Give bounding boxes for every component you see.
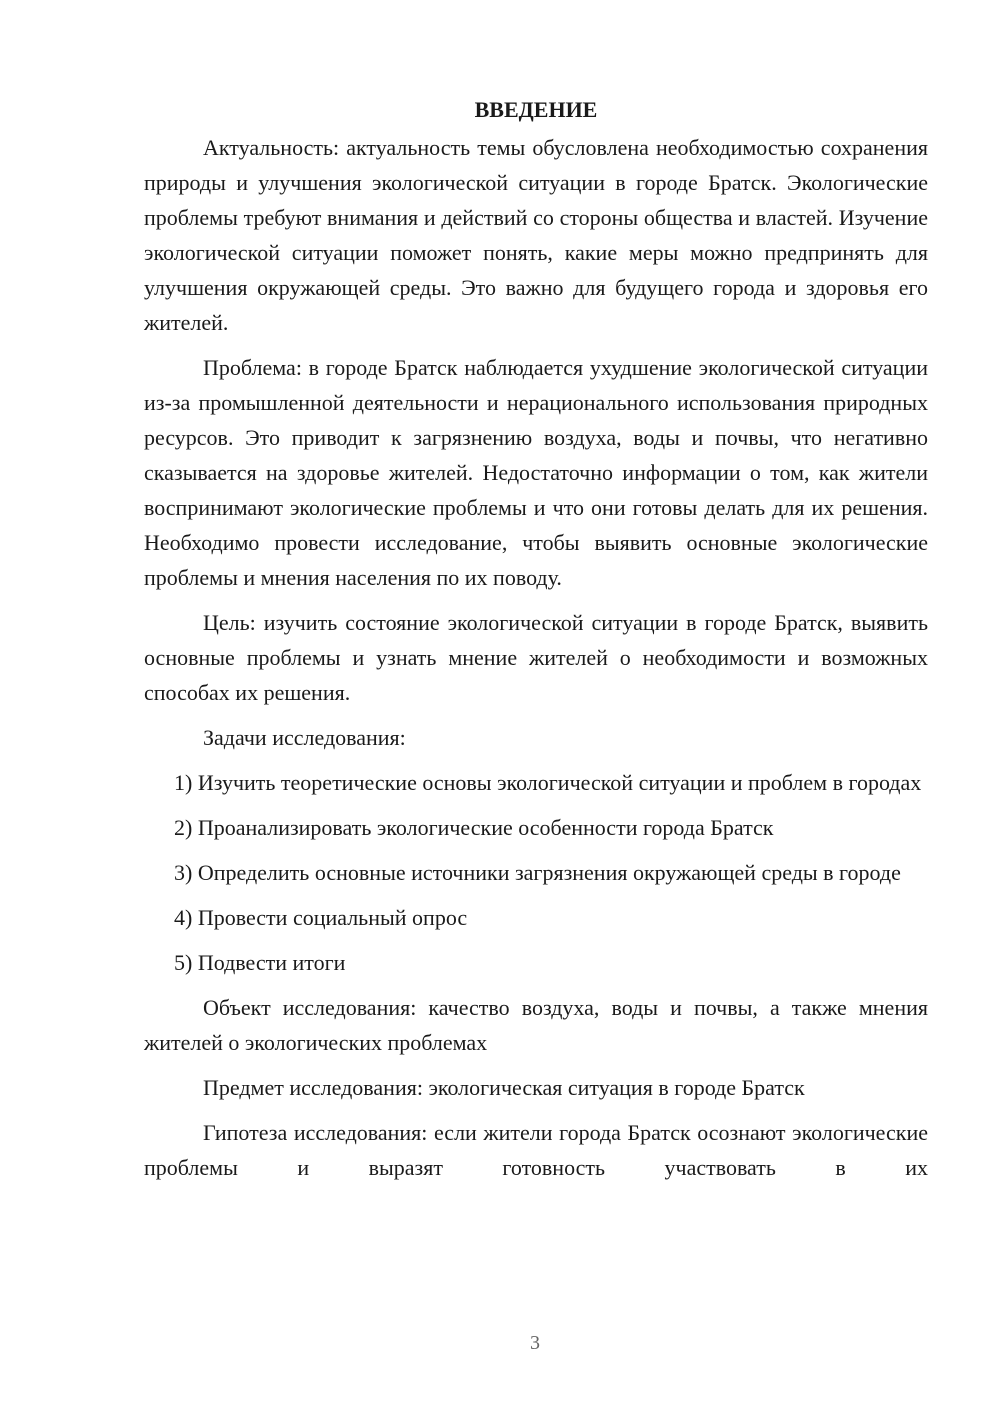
paragraph-goal: Цель: изучить состояние экологической ситуации в городе Братск, выявить основные проблемы и узнать мнение жителей о необходимости и возможных способах их решения. — [144, 610, 928, 705]
paragraph-tasks-heading: Задачи исследования: — [203, 725, 406, 750]
section-title: ВВЕДЕНИЕ — [474, 97, 598, 122]
task-item-4: 4) Провести социальный опрос — [174, 905, 468, 930]
task-item-2: 2) Проанализировать экологические особенности города Братск — [174, 815, 774, 840]
document-page — [144, 92, 928, 1185]
paragraph-object: Объект исследования: качество воздуха, воды и почвы, а также мнения жителей о экологических проблемах — [144, 995, 928, 1055]
paragraph-relevance: Актуальность: актуальность темы обусловлена необходимостью сохранения природы и улучшения экологической ситуации в городе Братск. Экологические проблемы требуют внимания и действий со стороны общества и властей. Изучение экологической ситуации поможет понять, какие меры можно предпринять для улучшения окружающей среды. Это важно для будущего города и здоровья его жителей. — [144, 135, 928, 335]
paragraph-subject: Предмет исследования: экологическая ситуация в городе Братск — [203, 1075, 805, 1100]
task-list — [144, 765, 928, 980]
task-item-1: 1) Изучить теоретические основы экологической ситуации и проблем в городах — [174, 770, 922, 795]
page-number: 3 — [530, 1332, 540, 1354]
task-item-5: 5) Подвести итоги — [174, 950, 346, 975]
paragraph-problem: Проблема: в городе Братск наблюдается ухудшение экологической ситуации из-за промышленной деятельности и нерационального использования природных ресурсов. Это приводит к загрязнению воздуха, воды и почвы, что негативно сказывается на здоровье жителей. Недостаточно информации о том, как жители воспринимают экологические проблемы и что они готовы делать для их решения. Необходимо провести исследование, чтобы выявить основные экологические проблемы и мнения населения по их поводу. — [144, 355, 928, 590]
task-item-3: 3) Определить основные источники загрязнения окружающей среды в городе — [174, 860, 901, 885]
paragraph-hypothesis: Гипотеза исследования: если жители города Братск осознают экологические проблемы и выразят готовность участвовать в их — [144, 1120, 928, 1180]
